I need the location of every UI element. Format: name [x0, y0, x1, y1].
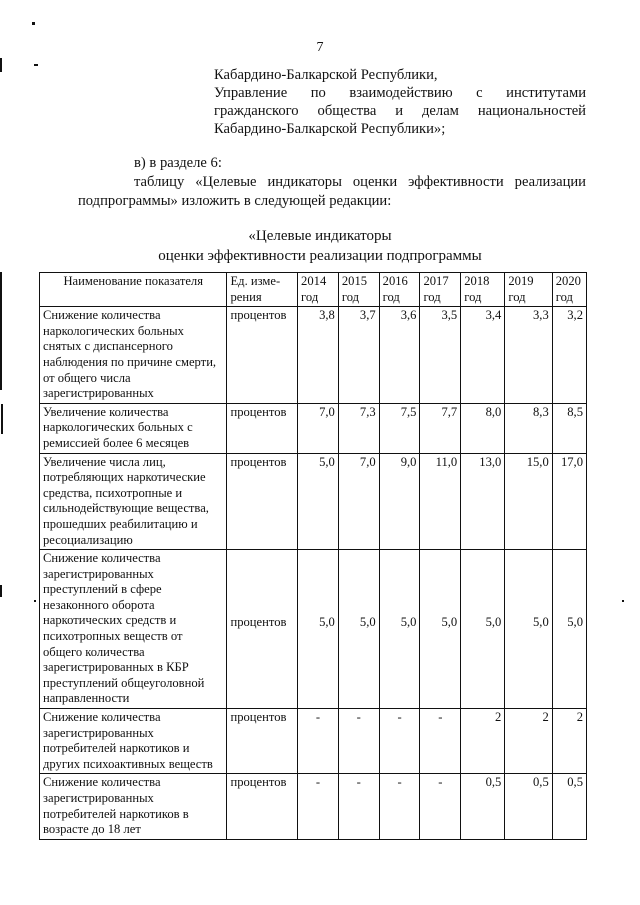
section-heading: в) в разделе 6: [134, 155, 222, 171]
indicator-value: 3,8 [298, 307, 339, 404]
indicator-value: 7,3 [338, 403, 379, 453]
intro-line: Управление по взаимодействию с институтами [214, 85, 586, 101]
indicator-value: 5,0 [420, 550, 461, 709]
section-instruction: таблицу «Целевые индикаторы оценки эффективности реализации подпрограммы» изложить в следующей редакции: [78, 174, 586, 209]
indicator-value: - [379, 709, 420, 774]
scan-mark [0, 272, 2, 390]
table-row [40, 550, 587, 709]
indicators-table [39, 272, 587, 840]
indicator-value: 3,3 [505, 307, 552, 404]
indicator-value: 5,0 [461, 550, 505, 709]
scan-mark [34, 600, 36, 602]
table-row [40, 403, 587, 453]
table-title [0, 226, 640, 266]
indicator-value: 7,0 [338, 453, 379, 550]
indicator-value: 0,5 [461, 774, 505, 839]
indicator-value: 2 [505, 709, 552, 774]
indicator-name: Снижение количества зарегистрированных потребителей наркотиков в возрасте до 18 лет [40, 774, 227, 839]
indicator-value: 7,5 [379, 403, 420, 453]
indicator-value: - [338, 774, 379, 839]
indicator-value: 5,0 [552, 550, 586, 709]
header-indicator-name: Наименование показателя [40, 273, 227, 307]
indicator-value: - [420, 709, 461, 774]
header-year: 2019 год [505, 273, 552, 307]
scan-mark [34, 64, 38, 66]
indicator-value: 5,0 [338, 550, 379, 709]
indicator-value: - [338, 709, 379, 774]
indicator-unit: процентов [227, 453, 298, 550]
indicator-value: 3,5 [420, 307, 461, 404]
scan-mark [0, 58, 2, 72]
indicator-value: 15,0 [505, 453, 552, 550]
indicator-name: Увеличение количества наркологических больных с ремиссией более 6 месяцев [40, 403, 227, 453]
indicator-value: 8,0 [461, 403, 505, 453]
indicator-value: 3,4 [461, 307, 505, 404]
indicator-value: 3,6 [379, 307, 420, 404]
indicator-value: 11,0 [420, 453, 461, 550]
indicator-value: 3,2 [552, 307, 586, 404]
table-row [40, 307, 587, 404]
table-row [40, 453, 587, 550]
indicator-name: Увеличение числа лиц, потребляющих наркотические средства, психотропные и сильнодействующие вещества, прошедших реабилитацию и ресоциализацию [40, 453, 227, 550]
indicator-value: 7,7 [420, 403, 461, 453]
indicator-unit: процентов [227, 550, 298, 709]
indicator-value: - [379, 774, 420, 839]
indicator-unit: процентов [227, 774, 298, 839]
indicator-name: Снижение количества зарегистрированных преступлений в сфере незаконного оборота наркотических средств и психотропных веществ от общего количества зарегистрированных в КБР преступлений общеуголовной направленности [40, 550, 227, 709]
header-year: 2020 год [552, 273, 586, 307]
indicator-value: 2 [461, 709, 505, 774]
intro-line: Кабардино-Балкарской Республики, [214, 67, 438, 83]
scan-mark [0, 585, 2, 597]
header-unit: Ед. изме-рения [227, 273, 298, 307]
indicator-value: 5,0 [379, 550, 420, 709]
intro-line: Кабардино-Балкарской Республики»; [214, 121, 446, 137]
indicator-unit: процентов [227, 403, 298, 453]
indicator-value: 9,0 [379, 453, 420, 550]
intro-line: гражданского общества и делам национальностей [214, 103, 586, 119]
indicator-value: - [298, 709, 339, 774]
header-year: 2015 год [338, 273, 379, 307]
header-year: 2014 год [298, 273, 339, 307]
indicator-value: 8,3 [505, 403, 552, 453]
header-year: 2016 год [379, 273, 420, 307]
indicator-value: 0,5 [505, 774, 552, 839]
indicator-value: - [420, 774, 461, 839]
indicator-unit: процентов [227, 307, 298, 404]
indicator-value: 5,0 [298, 550, 339, 709]
scan-mark [1, 404, 3, 434]
scan-mark [622, 600, 624, 602]
indicator-value: 13,0 [461, 453, 505, 550]
indicator-value: 3,7 [338, 307, 379, 404]
table-row [40, 709, 587, 774]
table-title-line: «Целевые индикаторы [248, 228, 392, 244]
scan-mark [32, 22, 35, 25]
header-year: 2018 год [461, 273, 505, 307]
indicator-value: 7,0 [298, 403, 339, 453]
header-year: 2017 год [420, 273, 461, 307]
indicator-value: 5,0 [298, 453, 339, 550]
intro-text [214, 66, 586, 138]
table-header-row [40, 273, 587, 307]
indicator-value: 8,5 [552, 403, 586, 453]
indicator-name: Снижение количества наркологических больных снятых с диспансерного наблюдения по причине смерти, от общего числа зарегистрированных [40, 307, 227, 404]
page-number: 7 [316, 40, 324, 55]
indicator-value: 17,0 [552, 453, 586, 550]
indicator-value: 5,0 [505, 550, 552, 709]
table-row [40, 774, 587, 839]
indicator-unit: процентов [227, 709, 298, 774]
table-title-line: оценки эффективности реализации подпрограммы [158, 248, 482, 264]
indicator-value: - [298, 774, 339, 839]
indicator-name: Снижение количества зарегистрированных потребителей наркотиков и других психоактивных веществ [40, 709, 227, 774]
indicator-value: 0,5 [552, 774, 586, 839]
indicator-value: 2 [552, 709, 586, 774]
